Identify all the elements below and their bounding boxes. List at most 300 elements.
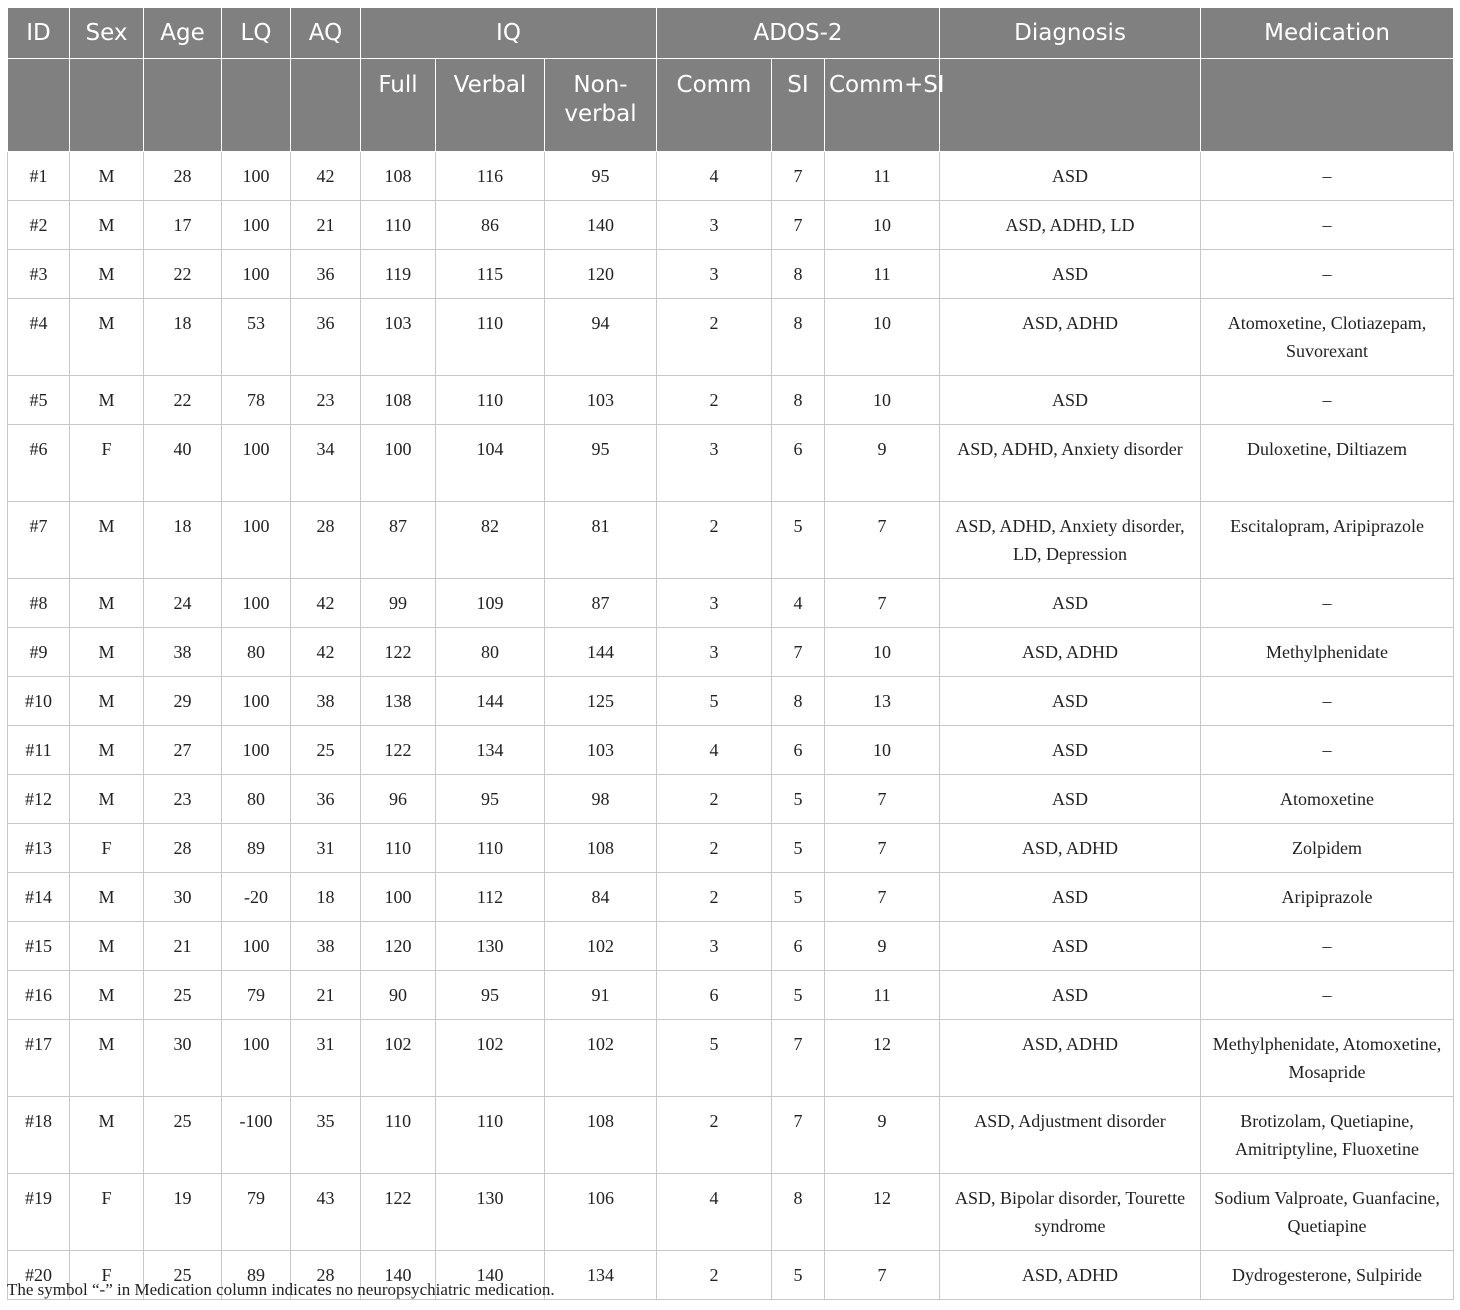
cell-comm: 5 [657,1020,772,1097]
cell-verbal: 82 [436,502,545,579]
cell-nonverbal: 87 [545,579,657,628]
cell-commsi: 11 [825,152,940,201]
cell-nonverbal: 91 [545,971,657,1020]
cell-verbal: 144 [436,677,545,726]
cell-aq: 21 [291,971,361,1020]
cell-lq: 53 [222,299,291,376]
cell-id: #13 [8,824,70,873]
cell-medication: Dydrogesterone, Sulpiride [1201,1251,1454,1300]
cell-full: 99 [361,579,436,628]
cell-id: #18 [8,1097,70,1174]
table-row [8,1097,1454,1174]
table-row [8,628,1454,677]
header-diagnosis: Diagnosis [940,8,1201,59]
cell-age: 21 [144,922,222,971]
header-ados-commsi: Comm+SI [825,59,940,152]
cell-si: 8 [772,1174,825,1251]
cell-si: 6 [772,922,825,971]
cell-nonverbal: 98 [545,775,657,824]
cell-commsi: 7 [825,873,940,922]
cell-age: 25 [144,1251,222,1300]
cell-medication: Aripiprazole [1201,873,1454,922]
cell-commsi: 11 [825,250,940,299]
header-iq: IQ [361,8,657,59]
cell-full: 120 [361,922,436,971]
table-row [8,425,1454,502]
cell-nonverbal: 103 [545,376,657,425]
cell-aq: 35 [291,1097,361,1174]
cell-id: #2 [8,201,70,250]
table-header [8,8,1454,152]
cell-sex: M [70,1097,144,1174]
cell-sex: M [70,677,144,726]
cell-medication: – [1201,376,1454,425]
cell-lq: -100 [222,1097,291,1174]
header-blank [291,59,361,152]
cell-lq: 100 [222,201,291,250]
cell-medication: Brotizolam, Quetiapine, Amitriptyline, Fluoxetine [1201,1097,1454,1174]
cell-commsi: 11 [825,971,940,1020]
cell-aq: 36 [291,775,361,824]
header-blank [1201,59,1454,152]
cell-commsi: 12 [825,1020,940,1097]
header-blank [940,59,1201,152]
cell-verbal: 102 [436,1020,545,1097]
cell-age: 24 [144,579,222,628]
cell-verbal: 130 [436,1174,545,1251]
cell-verbal: 112 [436,873,545,922]
cell-verbal: 104 [436,425,545,502]
participant-table [7,7,1454,1300]
cell-age: 22 [144,250,222,299]
table-row [8,299,1454,376]
cell-sex: M [70,775,144,824]
header-iq-full: Full [361,59,436,152]
cell-id: #3 [8,250,70,299]
cell-full: 122 [361,1174,436,1251]
table-row [8,1174,1454,1251]
cell-lq: 100 [222,250,291,299]
cell-medication: Methylphenidate, Atomoxetine, Mosapride [1201,1020,1454,1097]
cell-id: #10 [8,677,70,726]
cell-age: 30 [144,873,222,922]
cell-diagnosis: ASD, ADHD [940,824,1201,873]
cell-medication: Duloxetine, Diltiazem [1201,425,1454,502]
cell-si: 5 [772,502,825,579]
cell-aq: 38 [291,677,361,726]
table-row [8,250,1454,299]
cell-comm: 2 [657,824,772,873]
cell-id: #17 [8,1020,70,1097]
cell-nonverbal: 134 [545,1251,657,1300]
cell-age: 30 [144,1020,222,1097]
cell-age: 28 [144,152,222,201]
cell-si: 8 [772,299,825,376]
cell-aq: 18 [291,873,361,922]
cell-si: 5 [772,1251,825,1300]
cell-id: #20 [8,1251,70,1300]
cell-sex: M [70,201,144,250]
cell-commsi: 13 [825,677,940,726]
cell-medication: Methylphenidate [1201,628,1454,677]
header-age: Age [144,8,222,59]
cell-diagnosis: ASD, ADHD [940,1020,1201,1097]
cell-diagnosis: ASD, Adjustment disorder [940,1097,1201,1174]
cell-age: 25 [144,1097,222,1174]
cell-lq: 100 [222,922,291,971]
cell-sex: F [70,1251,144,1300]
table-row [8,873,1454,922]
cell-si: 7 [772,628,825,677]
cell-aq: 42 [291,152,361,201]
cell-verbal: 95 [436,775,545,824]
cell-comm: 4 [657,1174,772,1251]
cell-age: 18 [144,299,222,376]
cell-medication: – [1201,922,1454,971]
cell-nonverbal: 120 [545,250,657,299]
header-blank [8,59,70,152]
cell-commsi: 9 [825,922,940,971]
cell-sex: M [70,579,144,628]
cell-sex: M [70,152,144,201]
header-blank [144,59,222,152]
cell-sex: F [70,425,144,502]
cell-id: #4 [8,299,70,376]
cell-age: 38 [144,628,222,677]
header-lq: LQ [222,8,291,59]
cell-full: 103 [361,299,436,376]
cell-aq: 36 [291,250,361,299]
table-row [8,824,1454,873]
table-row [8,677,1454,726]
header-ados-si: SI [772,59,825,152]
cell-nonverbal: 95 [545,152,657,201]
cell-comm: 3 [657,425,772,502]
table-row [8,376,1454,425]
cell-comm: 2 [657,376,772,425]
cell-nonverbal: 140 [545,201,657,250]
cell-si: 6 [772,425,825,502]
cell-id: #15 [8,922,70,971]
cell-medication: – [1201,726,1454,775]
cell-full: 108 [361,152,436,201]
cell-lq: 100 [222,726,291,775]
cell-diagnosis: ASD [940,726,1201,775]
cell-nonverbal: 108 [545,824,657,873]
header-medication: Medication [1201,8,1454,59]
cell-full: 110 [361,201,436,250]
cell-medication: Atomoxetine [1201,775,1454,824]
cell-si: 6 [772,726,825,775]
cell-lq: 79 [222,1174,291,1251]
cell-nonverbal: 95 [545,425,657,502]
cell-medication: Zolpidem [1201,824,1454,873]
cell-verbal: 80 [436,628,545,677]
cell-lq: 80 [222,775,291,824]
cell-si: 7 [772,1097,825,1174]
cell-age: 23 [144,775,222,824]
cell-lq: 89 [222,1251,291,1300]
cell-verbal: 86 [436,201,545,250]
cell-medication: – [1201,971,1454,1020]
cell-sex: M [70,726,144,775]
cell-commsi: 7 [825,1251,940,1300]
cell-commsi: 10 [825,376,940,425]
cell-comm: 6 [657,971,772,1020]
cell-comm: 3 [657,579,772,628]
cell-diagnosis: ASD, Bipolar disorder, Tourette syndrome [940,1174,1201,1251]
cell-diagnosis: ASD, ADHD [940,1251,1201,1300]
cell-sex: M [70,502,144,579]
cell-full: 122 [361,726,436,775]
cell-diagnosis: ASD, ADHD [940,628,1201,677]
cell-sex: M [70,873,144,922]
cell-age: 28 [144,824,222,873]
cell-si: 7 [772,201,825,250]
cell-id: #6 [8,425,70,502]
cell-sex: M [70,922,144,971]
cell-nonverbal: 106 [545,1174,657,1251]
cell-comm: 4 [657,726,772,775]
cell-commsi: 7 [825,775,940,824]
cell-diagnosis: ASD [940,250,1201,299]
cell-aq: 25 [291,726,361,775]
cell-commsi: 7 [825,502,940,579]
cell-comm: 2 [657,1251,772,1300]
cell-commsi: 10 [825,201,940,250]
table-row [8,1020,1454,1097]
cell-full: 122 [361,628,436,677]
cell-id: #11 [8,726,70,775]
cell-verbal: 140 [436,1251,545,1300]
cell-age: 25 [144,971,222,1020]
cell-comm: 3 [657,922,772,971]
cell-comm: 2 [657,775,772,824]
cell-age: 17 [144,201,222,250]
cell-full: 110 [361,824,436,873]
header-iq-nonverbal: Non-verbal [545,59,657,152]
cell-nonverbal: 102 [545,1020,657,1097]
table-row [8,726,1454,775]
cell-medication: – [1201,579,1454,628]
cell-si: 7 [772,152,825,201]
cell-diagnosis: ASD [940,873,1201,922]
cell-aq: 42 [291,628,361,677]
header-id: ID [8,8,70,59]
cell-aq: 38 [291,922,361,971]
cell-diagnosis: ASD, ADHD, Anxiety disorder [940,425,1201,502]
cell-lq: 78 [222,376,291,425]
cell-full: 100 [361,873,436,922]
cell-sex: M [70,1020,144,1097]
cell-nonverbal: 94 [545,299,657,376]
cell-comm: 2 [657,873,772,922]
cell-commsi: 7 [825,579,940,628]
table-footnote: The symbol “-” in Medication column indicates no neuropsychiatric medication. [7,1280,555,1299]
cell-diagnosis: ASD [940,971,1201,1020]
cell-lq: 100 [222,677,291,726]
cell-si: 4 [772,579,825,628]
cell-si: 8 [772,250,825,299]
cell-comm: 3 [657,201,772,250]
cell-sex: M [70,250,144,299]
cell-lq: 100 [222,425,291,502]
cell-aq: 28 [291,502,361,579]
cell-medication: Sodium Valproate, Guanfacine, Quetiapine [1201,1174,1454,1251]
cell-medication: Atomoxetine, Clotiazepam, Suvorexant [1201,299,1454,376]
cell-comm: 2 [657,299,772,376]
cell-si: 5 [772,873,825,922]
header-ados-comm: Comm [657,59,772,152]
table-body [8,152,1454,1300]
cell-medication: Escitalopram, Aripiprazole [1201,502,1454,579]
cell-comm: 2 [657,502,772,579]
cell-comm: 4 [657,152,772,201]
cell-id: #1 [8,152,70,201]
cell-nonverbal: 103 [545,726,657,775]
cell-verbal: 116 [436,152,545,201]
cell-aq: 42 [291,579,361,628]
cell-verbal: 115 [436,250,545,299]
cell-id: #19 [8,1174,70,1251]
cell-full: 90 [361,971,436,1020]
cell-aq: 21 [291,201,361,250]
cell-lq: -20 [222,873,291,922]
cell-nonverbal: 125 [545,677,657,726]
header-aq: AQ [291,8,361,59]
cell-commsi: 10 [825,628,940,677]
cell-comm: 3 [657,628,772,677]
cell-diagnosis: ASD [940,579,1201,628]
cell-id: #16 [8,971,70,1020]
cell-lq: 80 [222,628,291,677]
cell-full: 96 [361,775,436,824]
cell-medication: – [1201,152,1454,201]
cell-commsi: 10 [825,299,940,376]
cell-nonverbal: 81 [545,502,657,579]
cell-commsi: 9 [825,425,940,502]
cell-aq: 31 [291,1020,361,1097]
cell-comm: 5 [657,677,772,726]
cell-medication: – [1201,677,1454,726]
cell-sex: M [70,971,144,1020]
cell-lq: 100 [222,502,291,579]
cell-comm: 2 [657,1097,772,1174]
cell-age: 27 [144,726,222,775]
cell-nonverbal: 108 [545,1097,657,1174]
table-row [8,201,1454,250]
cell-full: 140 [361,1251,436,1300]
cell-id: #5 [8,376,70,425]
cell-si: 8 [772,677,825,726]
cell-nonverbal: 102 [545,922,657,971]
cell-aq: 31 [291,824,361,873]
header-blank [222,59,291,152]
cell-lq: 100 [222,152,291,201]
cell-nonverbal: 84 [545,873,657,922]
cell-verbal: 110 [436,824,545,873]
table-row [8,152,1454,201]
cell-sex: F [70,824,144,873]
header-sex: Sex [70,8,144,59]
cell-diagnosis: ASD [940,152,1201,201]
cell-full: 108 [361,376,436,425]
cell-sex: M [70,628,144,677]
cell-lq: 100 [222,579,291,628]
cell-full: 138 [361,677,436,726]
cell-diagnosis: ASD [940,922,1201,971]
cell-si: 7 [772,1020,825,1097]
cell-age: 22 [144,376,222,425]
cell-aq: 34 [291,425,361,502]
cell-id: #14 [8,873,70,922]
table-row [8,775,1454,824]
cell-diagnosis: ASD [940,677,1201,726]
cell-lq: 89 [222,824,291,873]
cell-commsi: 10 [825,726,940,775]
cell-si: 5 [772,971,825,1020]
cell-verbal: 130 [436,922,545,971]
table-row [8,502,1454,579]
cell-sex: M [70,299,144,376]
cell-diagnosis: ASD [940,376,1201,425]
cell-diagnosis: ASD, ADHD, Anxiety disorder, LD, Depression [940,502,1201,579]
cell-verbal: 134 [436,726,545,775]
cell-full: 110 [361,1097,436,1174]
header-iq-verbal: Verbal [436,59,545,152]
table-row [8,922,1454,971]
cell-verbal: 109 [436,579,545,628]
cell-diagnosis: ASD, ADHD, LD [940,201,1201,250]
cell-medication: – [1201,250,1454,299]
cell-verbal: 110 [436,299,545,376]
cell-commsi: 12 [825,1174,940,1251]
cell-id: #8 [8,579,70,628]
cell-commsi: 9 [825,1097,940,1174]
cell-nonverbal: 144 [545,628,657,677]
cell-diagnosis: ASD, ADHD [940,299,1201,376]
table-row [8,579,1454,628]
cell-age: 40 [144,425,222,502]
cell-verbal: 110 [436,1097,545,1174]
cell-id: #12 [8,775,70,824]
cell-full: 87 [361,502,436,579]
cell-diagnosis: ASD [940,775,1201,824]
cell-comm: 3 [657,250,772,299]
cell-lq: 100 [222,1020,291,1097]
cell-si: 5 [772,775,825,824]
cell-id: #7 [8,502,70,579]
cell-sex: F [70,1174,144,1251]
cell-aq: 36 [291,299,361,376]
cell-aq: 23 [291,376,361,425]
cell-age: 18 [144,502,222,579]
cell-aq: 43 [291,1174,361,1251]
cell-full: 102 [361,1020,436,1097]
cell-id: #9 [8,628,70,677]
header-blank [70,59,144,152]
cell-age: 29 [144,677,222,726]
cell-verbal: 95 [436,971,545,1020]
cell-commsi: 7 [825,824,940,873]
table-row [8,971,1454,1020]
cell-lq: 79 [222,971,291,1020]
cell-sex: M [70,376,144,425]
cell-age: 19 [144,1174,222,1251]
cell-full: 100 [361,425,436,502]
cell-medication: – [1201,201,1454,250]
cell-full: 119 [361,250,436,299]
